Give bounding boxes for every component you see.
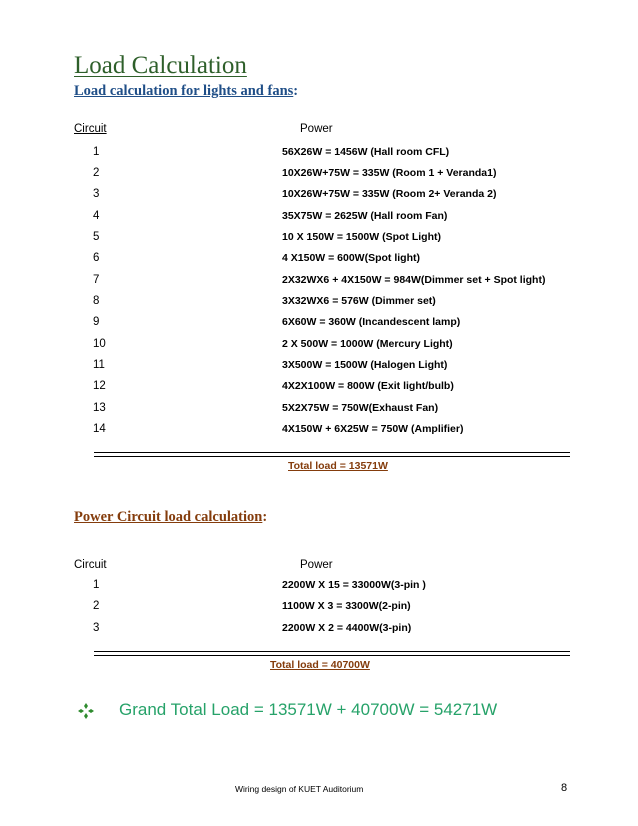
circuit-number: 9 <box>93 316 100 328</box>
table-row <box>0 210 638 228</box>
page-number: 8 <box>561 782 568 794</box>
section2-heading-colon: : <box>262 509 268 525</box>
table-row <box>0 274 638 292</box>
section2-heading <box>74 509 267 526</box>
section2-col-power: Power <box>300 559 333 571</box>
table-row <box>0 402 638 420</box>
circuit-number: 10 <box>93 338 106 350</box>
circuit-power: 4X150W + 6X25W = 750W (Amplifier) <box>282 423 464 435</box>
circuit-power: 1100W X 3 = 3300W(2-pin) <box>282 600 411 612</box>
table-row <box>0 579 638 597</box>
circuit-number: 5 <box>93 231 100 243</box>
section1-col-power: Power <box>300 123 333 135</box>
circuit-number: 2 <box>93 600 100 612</box>
table-row <box>0 423 638 441</box>
table-row <box>0 295 638 313</box>
circuit-power: 56X26W = 1456W (Hall room CFL) <box>282 146 450 158</box>
table-row <box>0 338 638 356</box>
section1-col-circuit: Circuit <box>74 123 107 135</box>
circuit-power: 10 X 150W = 1500W (Spot Light) <box>282 231 441 243</box>
circuit-number: 13 <box>93 402 106 414</box>
circuit-power: 5X2X75W = 750W(Exhaust Fan) <box>282 402 439 414</box>
circuit-number: 11 <box>93 359 105 371</box>
circuit-power: 2200W X 2 = 4400W(3-pin) <box>282 622 412 634</box>
table-row <box>0 188 638 206</box>
table-row <box>0 600 638 618</box>
section2-heading-text: Power Circuit load calculation <box>74 509 263 525</box>
circuit-number: 12 <box>93 380 106 392</box>
circuit-number: 1 <box>93 579 100 591</box>
table-row <box>0 146 638 164</box>
page-title: Load Calculation <box>74 52 247 79</box>
circuit-number: 4 <box>93 210 100 222</box>
circuit-power: 2200W X 15 = 33000W(3-pin ) <box>282 579 426 591</box>
circuit-number: 6 <box>93 252 100 264</box>
section1-heading-colon: : <box>293 83 299 99</box>
table-row <box>0 622 638 640</box>
circuit-number: 7 <box>93 274 100 286</box>
circuit-number: 1 <box>93 146 100 158</box>
circuit-power: 10X26W+75W = 335W (Room 1 + Veranda1) <box>282 167 497 179</box>
circuit-power: 4X2X100W = 800W (Exit light/bulb) <box>282 380 454 392</box>
table-row <box>0 359 638 377</box>
table-row <box>0 231 638 249</box>
circuit-power: 10X26W+75W = 335W (Room 2+ Veranda 2) <box>282 188 497 200</box>
footer-text: Wiring design of KUET Auditorium <box>235 784 364 794</box>
table-row <box>0 380 638 398</box>
table-row <box>0 252 638 270</box>
circuit-power: 3X32WX6 = 576W (Dimmer set) <box>282 295 436 307</box>
section1-heading <box>74 83 298 100</box>
grand-total-line <box>78 700 498 720</box>
section2-total-divider <box>94 651 570 656</box>
circuit-number: 3 <box>93 622 100 634</box>
table-row <box>0 167 638 185</box>
circuit-power: 2 X 500W = 1000W (Mercury Light) <box>282 338 453 350</box>
section1-heading-text: Load calculation for lights and fans <box>74 83 294 99</box>
circuit-power: 35X75W = 2625W (Hall room Fan) <box>282 210 448 222</box>
circuit-number: 8 <box>93 295 100 307</box>
section2-col-circuit: Circuit <box>74 559 107 571</box>
circuit-number: 3 <box>93 188 100 200</box>
circuit-number: 2 <box>93 167 100 179</box>
section2-total: Total load = 40700W <box>270 659 370 671</box>
section1-total: Total load = 13571W <box>288 460 388 472</box>
diamond-bullet-icon <box>78 702 94 719</box>
circuit-power: 2X32WX6 + 4X150W = 984W(Dimmer set + Spot light) <box>282 274 546 286</box>
grand-total-text: Grand Total Load = 13571W + 40700W = 54271W <box>119 700 498 719</box>
circuit-power: 3X500W = 1500W (Halogen Light) <box>282 359 448 371</box>
circuit-power: 4 X150W = 600W(Spot light) <box>282 252 420 264</box>
section1-total-divider <box>94 452 570 457</box>
circuit-power: 6X60W = 360W (Incandescent lamp) <box>282 316 461 328</box>
table-row <box>0 316 638 334</box>
circuit-number: 14 <box>93 423 106 435</box>
